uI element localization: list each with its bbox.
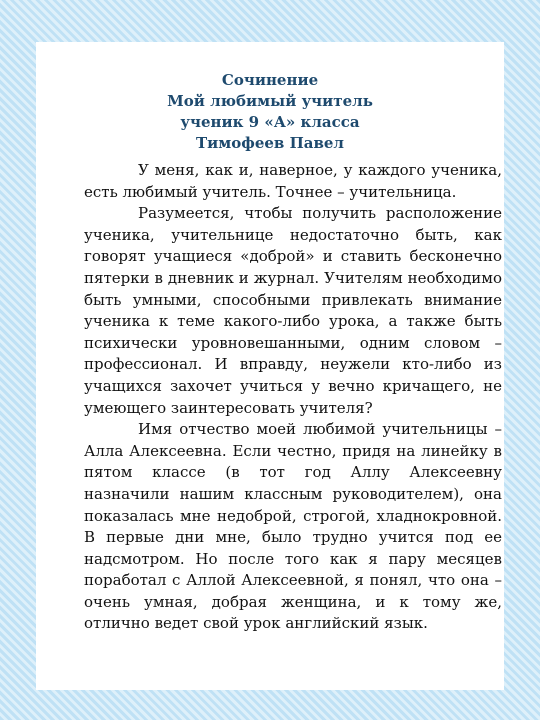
essay-body [84, 160, 502, 635]
author-name: Тимофеев Павел [195, 134, 344, 152]
paragraph-3: Имя отчество моей любимой учительницы – Алла Алексеевна. Если честно, придя на линейку в пятом классе (в тот год Аллу Алексеевну назначили нашим классным руководителем), она показалась мне недоброй, строгой, хладнокровной. В первые дни мне, было трудно учится под ее надсмотром. Но после того как я пару месяцев поработал с Аллой Алексеевной, я понял, что она – очень умная, добрая женщина, и к тому же, отлично ведет свой урок английский язык. [84, 420, 502, 633]
essay-genre-title: Сочинение [221, 71, 319, 89]
student-class: ученик 9 «А» класса [180, 113, 360, 131]
essay-title: Мой любимый учитель [167, 92, 373, 110]
paragraph-1: У меня, как и, наверное, у каждого ученика, есть любимый учитель. Точнее – учительница. [84, 161, 502, 201]
document-page [36, 42, 504, 690]
essay-header [36, 70, 504, 154]
paragraph-2: Разумеется, чтобы получить расположение ученика, учительнице недостаточно быть, как говорят учащиеся «доброй» и ставить бесконечно пятерки в дневник и журнал. Учителям необходимо быть умными, способными привлекать внимание ученика к теме какого-либо урока, а также быть психически уровновешанными, одним словом – профессионал. И вправду, неужели кто-либо из учащихся захочет учиться у вечно кричащего, не умеющего заинтересовать учителя? [84, 204, 502, 417]
